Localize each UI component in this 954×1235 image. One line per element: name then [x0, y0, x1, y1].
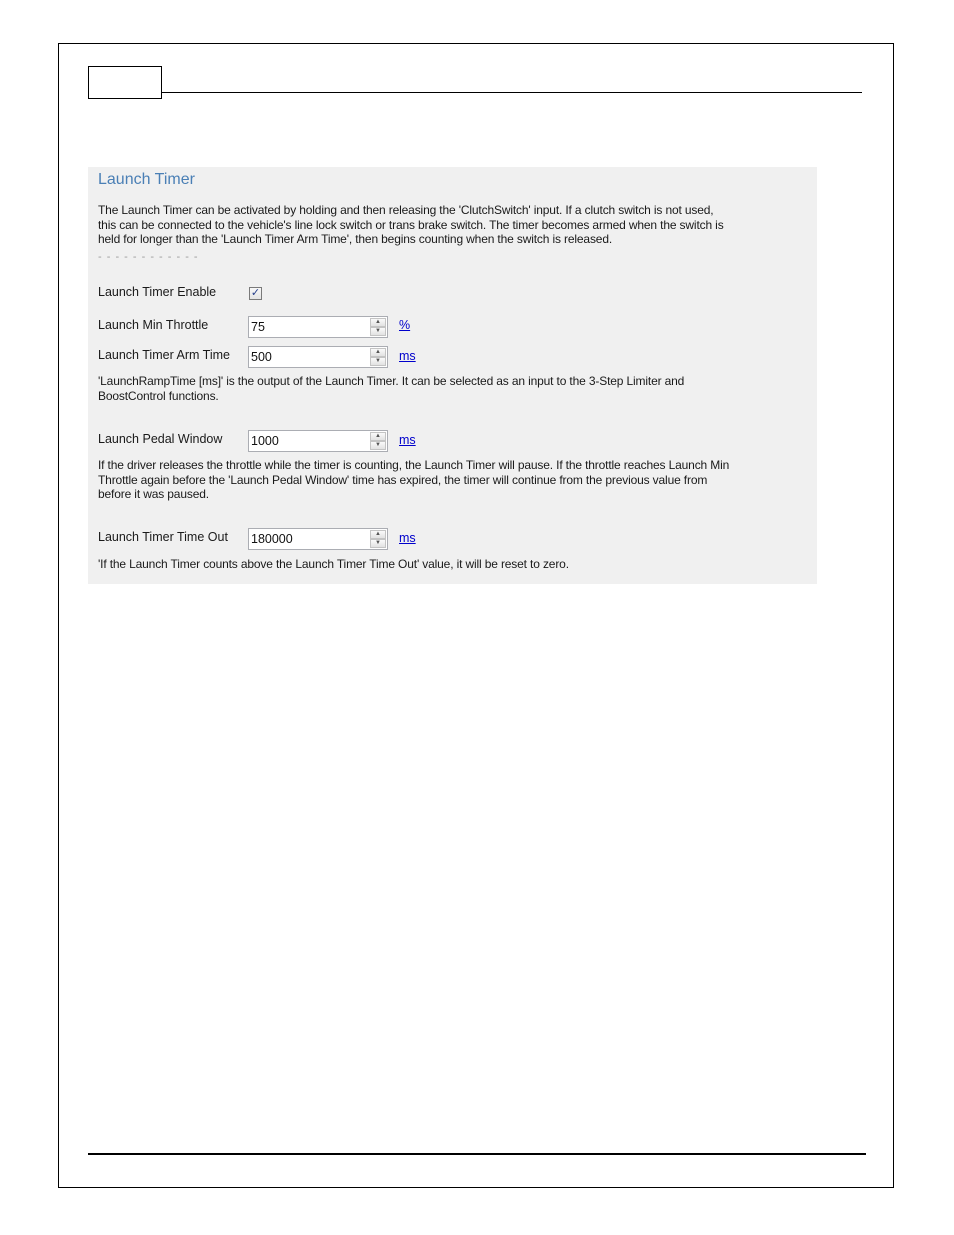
unit-link-ms[interactable]: ms: [399, 433, 416, 447]
ramp-note: [98, 374, 810, 403]
note-line: Throttle again before the 'Launch Pedal Window' time has expired, the timer will continue from the previous value from: [98, 472, 708, 487]
spin-up-icon[interactable]: ▲: [370, 318, 386, 327]
spin-up-icon[interactable]: ▲: [370, 530, 386, 539]
spin-buttons: [370, 530, 386, 548]
launch-pedal-window-label: Launch Pedal Window: [98, 432, 223, 446]
unit-link-ms[interactable]: ms: [399, 531, 416, 545]
launch-timer-panel: [88, 167, 817, 584]
reset-note: 'If the Launch Timer counts above the Launch Timer Time Out' value, it will be reset to zero.: [98, 557, 569, 571]
spin-up-icon[interactable]: ▲: [370, 348, 386, 357]
header-page-box: [88, 66, 162, 99]
note-line: 'LaunchRampTime [ms]' is the output of the Launch Timer. It can be selected as an input to the 3-Step Limiter and: [98, 374, 685, 388]
spin-up-icon[interactable]: ▲: [370, 432, 386, 441]
launch-pedal-window-input[interactable]: [248, 430, 388, 452]
note-line: BoostControl functions.: [98, 388, 219, 403]
launch-timer-arm-time-label: Launch Timer Arm Time: [98, 348, 230, 362]
intro-line: this can be connected to the vehicle's line lock switch or trans brake switch. The timer becomes armed when the switch is: [98, 217, 724, 232]
intro-line: The Launch Timer can be activated by holding and then releasing the 'ClutchSwitch' input. If a clutch switch is not used,: [98, 203, 714, 217]
spinner-value: 500: [251, 350, 272, 364]
launch-timer-enable-checkbox[interactable]: [249, 287, 262, 300]
unit-link-percent[interactable]: %: [399, 318, 411, 332]
launch-min-throttle-input[interactable]: [248, 316, 388, 338]
launch-timer-enable-label: Launch Timer Enable: [98, 285, 217, 299]
panel-title: Launch Timer: [98, 171, 195, 188]
intro-line: held for longer than the 'Launch Timer Arm Time', then begins counting when the switch is released.: [98, 232, 613, 247]
intro-paragraph: [98, 203, 810, 247]
spin-down-icon[interactable]: ▼: [370, 327, 386, 336]
spinner-value: 180000: [251, 532, 293, 546]
spin-down-icon[interactable]: ▼: [370, 357, 386, 366]
unit-link-ms[interactable]: ms: [399, 349, 416, 363]
footer-rule: [88, 1153, 866, 1155]
launch-timer-time-out-input[interactable]: [248, 528, 388, 550]
spinner-value: 1000: [251, 434, 279, 448]
spin-buttons: [370, 318, 386, 336]
note-line: before it was paused.: [98, 487, 209, 502]
launch-timer-arm-time-input[interactable]: [248, 346, 388, 368]
spin-down-icon[interactable]: ▼: [370, 441, 386, 450]
spin-down-icon[interactable]: ▼: [370, 539, 386, 548]
check-icon: ✓: [250, 287, 261, 299]
pause-note: [98, 458, 810, 502]
note-line: If the driver releases the throttle while the timer is counting, the Launch Timer will pause. If the throttle reaches Launch Min: [98, 458, 730, 472]
spin-buttons: [370, 432, 386, 450]
spin-buttons: [370, 348, 386, 366]
launch-timer-time-out-label: Launch Timer Time Out: [98, 530, 228, 544]
separator: - - - - - - - - - - - -: [98, 251, 199, 263]
spinner-value: 75: [251, 320, 265, 334]
header-rule: [162, 92, 862, 93]
launch-min-throttle-label: Launch Min Throttle: [98, 318, 209, 332]
